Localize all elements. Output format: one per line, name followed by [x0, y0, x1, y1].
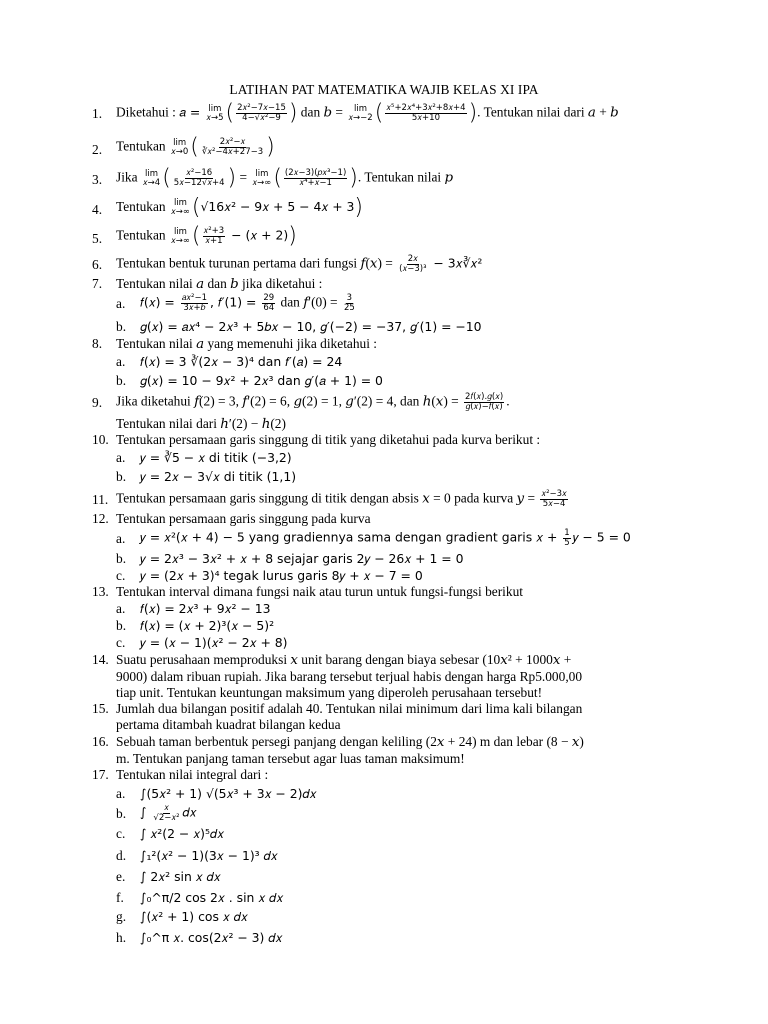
fraction: $\frac{\text{𝑥⁵+2𝑥⁴+3𝑥²+8𝑥+4}}{\text{5𝑥+10}}$ — [386, 103, 466, 123]
item-text: ∫₁²(𝑥² − 1)(3𝑥 − 1)³ 𝑑𝑥 — [140, 848, 278, 863]
limit-operator: lim 𝑥→4 — [142, 168, 161, 188]
item-label: h. — [116, 930, 127, 945]
fraction: $\frac{\text{𝑥²−16}}{\text{5𝑥−12√𝑥+4}}$ — [173, 168, 225, 188]
question-text-line-1: Sebuah taman berbentuk persegi panjang dengan keliling (2𝑥 + 24) m dan lebar (8 − 𝑥) — [116, 734, 584, 749]
question-text: Tentukan nilai 𝑎 dan 𝑏 jika diketahui : — [116, 276, 323, 291]
question-text: Tentukan nilai integral dari : — [116, 767, 269, 782]
item-text: 𝑓(𝑥) = (𝑥 + 2)³(𝑥 − 5)² — [140, 618, 275, 633]
question-number: 16. — [92, 734, 109, 749]
fraction: $\frac{\text{𝑥}}{\text{√2−𝑥²}}$ — [153, 803, 180, 823]
fraction: $\frac{29}{64}$ — [263, 293, 275, 313]
question-number: 4. — [92, 202, 103, 217]
fraction: $\frac{\text{(2𝑥−3)(𝑝𝑥³−1)}}{\text{𝑥⁴+𝑥−1}}$ — [284, 168, 347, 188]
item-label: a. — [116, 531, 126, 546]
question-number: 5. — [92, 231, 103, 246]
question-text: Tentukan lim 𝑥→∞ (√16𝑥² − 9𝑥 + 5 − 4𝑥 + 3) — [116, 194, 364, 220]
item-text: ∫(5𝑥² + 1) √(5𝑥³ + 3𝑥 − 2)𝑑𝑥 — [140, 786, 317, 801]
question-text: Tentukan bentuk turunan pertama dari fungsi 𝑓(𝑥) = $\frac{\text{2𝑥}}{\text{(𝑥−3)³}}$ − 3𝑥∛𝑥² — [116, 254, 483, 274]
fraction: $\frac{\text{𝑥²+3}}{\text{𝑥+1}}$ — [203, 226, 225, 246]
item-label: f. — [116, 890, 124, 905]
item-text: 𝑓(𝑥) = 3 ∛(2𝑥 − 3)⁴ dan 𝑓′(𝑎) = 24 — [140, 354, 343, 369]
item-text: 𝑔(𝑥) = 10 − 9𝑥² + 2𝑥³ dan 𝑔′(𝑎 + 1) = 0 — [140, 373, 383, 388]
item-label: b. — [116, 618, 127, 633]
item-label: b. — [116, 469, 127, 484]
question-text: Tentukan nilai 𝑎 yang memenuhi jika diketahui : — [116, 336, 378, 351]
item-text: 𝑦 = 2𝑥 − 3√𝑥 di titik (1,1) — [140, 469, 297, 484]
limit-operator: lim 𝑥→0 — [170, 137, 189, 157]
item-text: 𝑦 = 2𝑥³ − 3𝑥² + 𝑥 + 8 sejajar garis 2𝑦 − 26𝑥 + 1 = 0 — [140, 551, 464, 566]
fraction: $\frac{\text{2𝑓(𝑥).𝑔(𝑥)}}{\text{𝑔(𝑥)−𝑓(𝑥)}}$ — [465, 392, 504, 412]
question-number: 3. — [92, 172, 103, 187]
question-text-line-2: m. Tentukan panjang taman tersebut agar luas taman maksimum! — [116, 751, 465, 766]
item-label: b. — [116, 806, 127, 821]
fraction: $\frac{\text{2𝑥²−𝑥}}{\text{∛𝑥²−4𝑥+27−3}}$ — [201, 137, 264, 157]
question-number: 6. — [92, 257, 103, 272]
fraction: $\frac{\text{2𝑥}}{\text{(𝑥−3)³}}$ — [399, 254, 427, 274]
question-text-line-1: Jumlah dua bilangan positif adalah 40. Tentukan nilai minimum dari lima kali bilangan — [116, 701, 583, 716]
question-number: 14. — [92, 652, 109, 667]
fraction: $\frac{3}{25}$ — [343, 293, 355, 313]
page-title: LATIHAN PAT MATEMATIKA WAJIB KELAS XI IPA — [229, 82, 539, 97]
question-text: Tentukan interval dimana fungsi naik atau turun untuk fungsi-fungsi berikut — [116, 584, 524, 599]
question-number: 9. — [92, 395, 103, 410]
fraction: $\frac{\text{𝑥²−3𝑥}}{\text{5𝑥−4}}$ — [541, 489, 567, 509]
question-text-line-3: tiap unit. Tentukan keuntungan maksimum yang diperoleh perusahaan tersebut! — [116, 685, 543, 700]
question-text: Diketahui : 𝑎 = lim 𝑥→5 ( $\frac{\text{2𝑥²−7𝑥−15}}{\text{4−√𝑥²−9}}$ ) dan 𝑏 = lim 𝑥→−2 ( $\frac{\text{𝑥⁵+2𝑥⁴+3𝑥²+8𝑥+4}}{\text{5𝑥+10}}$ ). Tentukan nilai dari 𝑎 + 𝑏 — [116, 100, 619, 126]
item-text: 𝑓(𝑥) = 2𝑥³ + 9𝑥² − 13 — [140, 601, 271, 616]
item-label: b. — [116, 319, 127, 334]
item-label: c. — [116, 635, 126, 650]
limit-operator: lim 𝑥→∞ — [170, 198, 190, 217]
question-text-line-2: pertama ditambah kuadrat bilangan kedua — [116, 717, 341, 732]
item-label: g. — [116, 909, 127, 924]
question-text: Tentukan lim 𝑥→∞ ( $\frac{\text{𝑥²+3}}{\text{𝑥+1}}$ − (𝑥 + 2)) — [116, 223, 297, 249]
item-text: 𝑦 = (𝑥 − 1)(𝑥² − 2𝑥 + 8) — [140, 635, 288, 650]
item-label: b. — [116, 373, 127, 388]
item-label: a. — [116, 601, 126, 616]
question-text-line-2: 9000) dalam ribuan rupiah. Jika barang tersebut terjual habis dengan harga Rp5.000,00 — [116, 669, 583, 684]
question-text-line-1: Suatu perusahaan memproduksi 𝑥 unit barang dengan biaya sebesar (10𝑥² + 1000𝑥 + — [116, 652, 572, 667]
item-text: 𝑦 = (2𝑥 + 3)⁴ tegak lurus garis 8𝑦 + 𝑥 − 7 = 0 — [140, 568, 423, 583]
item-text: 𝑦 = 𝑥²(𝑥 + 4) − 5 yang gradiennya sama dengan gradient garis 𝑥 + $\frac{1}{5}$ 𝑦 − 5 = 0 — [140, 528, 631, 548]
limit-operator: lim 𝑥→∞ — [170, 226, 190, 246]
fraction: $\frac{1}{5}$ — [564, 528, 570, 548]
question-text: Tentukan lim 𝑥→0 ( $\frac{\text{2𝑥²−𝑥}}{\text{∛𝑥²−4𝑥+27−3}}$ ) — [116, 134, 275, 160]
question-text: Jika lim 𝑥→4 ( $\frac{\text{𝑥²−16}}{\text{5𝑥−12√𝑥+4}}$ ) = lim 𝑥→∞ ( $\frac{\text{(2𝑥−3)(𝑝𝑥³−1)}}{\text{𝑥⁴+𝑥−1}}$ ). Tentukan nilai 𝑝 — [116, 165, 454, 191]
question-text: Tentukan persamaan garis singgung di titik dengan absis 𝑥 = 0 pada kurva 𝑦 = $\frac{\text{𝑥²−3𝑥}}{\text{5𝑥−4}}$ — [116, 489, 567, 509]
item-text: ∫ 2𝑥² sin 𝑥 𝑑𝑥 — [140, 869, 221, 884]
item-text: 𝑔(𝑥) = 𝑎𝑥⁴ − 2𝑥³ + 5𝑏𝑥 − 10, 𝑔′(−2) = −37, 𝑔′(1) = −10 — [140, 319, 482, 334]
item-text: 𝑦 = ∛5 − 𝑥 di titik (−3,2) — [140, 450, 292, 465]
question-number: 11. — [92, 492, 109, 507]
item-text: ∫(𝑥² + 1) cos 𝑥 𝑑𝑥 — [140, 909, 248, 924]
question-text: Jika diketahui 𝑓(2) = 3, 𝑓′(2) = 6, 𝑔(2) = 1, 𝑔′(2) = 4, dan ℎ(𝑥) = $\frac{\text{2𝑓(𝑥).𝑔(𝑥)}}{\text{𝑔(𝑥)−𝑓(𝑥)}}$ . — [116, 392, 510, 412]
fraction: $\frac{\text{𝑎𝑥²−1}}{\text{3𝑥+𝑏}}$ — [181, 293, 207, 313]
item-label: c. — [116, 568, 126, 583]
question-text: Tentukan persamaan garis singgung pada kurva — [116, 511, 371, 526]
item-label: d. — [116, 848, 127, 863]
question-number: 10. — [92, 432, 109, 447]
question-number: 12. — [92, 511, 109, 526]
item-text: ∫₀^π 𝑥. cos(2𝑥² − 3) 𝑑𝑥 — [140, 930, 283, 945]
limit-operator: lim 𝑥→−2 — [348, 103, 373, 123]
item-text: ∫ $\frac{\text{𝑥}}{\text{√2−𝑥²}}$ 𝑑𝑥 — [140, 803, 197, 823]
question-number: 7. — [92, 276, 103, 291]
question-text: Tentukan nilai dari ℎ′(2) − ℎ(2) — [116, 416, 286, 431]
item-text: 𝑓(𝑥) = $\frac{\text{𝑎𝑥²−1}}{\text{3𝑥+𝑏}}$ , 𝑓′(1) = $\frac{29}{64}$ dan 𝑓′(0) = $\frac{3}{25}$ — [140, 293, 355, 313]
fraction: $\frac{\text{2𝑥²−7𝑥−15}}{\text{4−√𝑥²−9}}$ — [237, 103, 286, 123]
question-number: 17. — [92, 767, 109, 782]
item-label: b. — [116, 551, 127, 566]
item-label: c. — [116, 826, 126, 841]
question-text: Tentukan persamaan garis singgung di titik yang diketahui pada kurva berikut : — [116, 432, 541, 447]
item-label: e. — [116, 869, 126, 884]
item-label: a. — [116, 786, 126, 801]
limit-operator: lim 𝑥→5 — [206, 103, 224, 123]
item-text: ∫ 𝑥²(2 − 𝑥)⁵𝑑𝑥 — [140, 826, 225, 841]
question-number: 13. — [92, 584, 109, 599]
limit-operator: lim 𝑥→∞ — [252, 168, 272, 188]
question-number: 15. — [92, 701, 109, 716]
question-number: 1. — [92, 106, 103, 121]
item-label: a. — [116, 296, 126, 311]
item-label: a. — [116, 450, 126, 465]
question-number: 8. — [92, 336, 103, 351]
question-number: 2. — [92, 142, 103, 157]
item-text: ∫₀^π/2 cos 2𝑥 . sin 𝑥 𝑑𝑥 — [140, 890, 284, 905]
item-label: a. — [116, 354, 126, 369]
